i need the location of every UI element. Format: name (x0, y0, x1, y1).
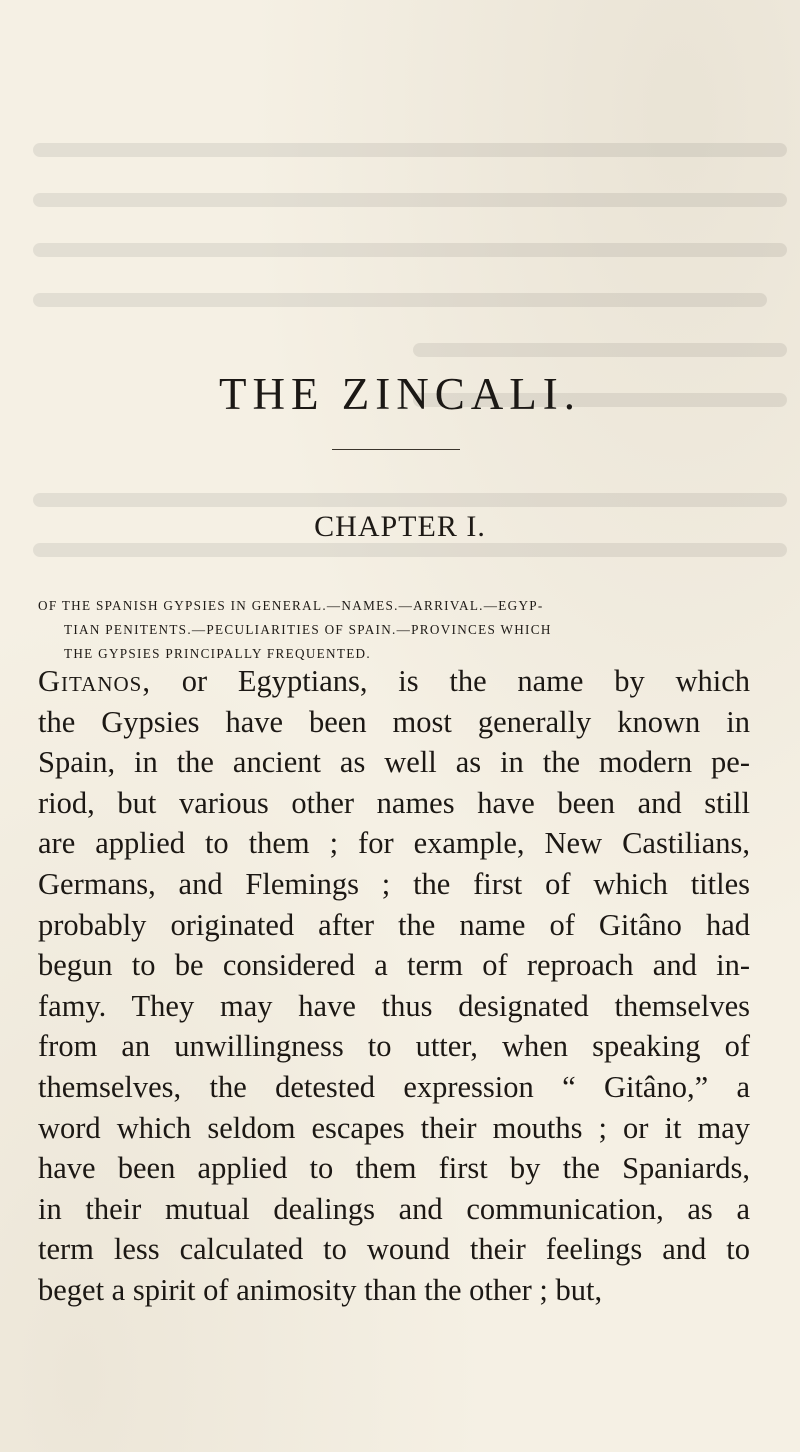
summary-line: OF THE SPANISH GYPSIES IN GENERAL.—NAMES.—ARRIVAL.—EGYP- (38, 598, 544, 613)
body-line: term less calculated to wound their feelings and to (38, 1232, 750, 1267)
body-line: are applied to them ; for example, New Castilians, (38, 826, 750, 861)
body-line: Spain, in the ancient as well as in the modern pe- (38, 745, 750, 780)
book-title: THE ZINCALI. (219, 369, 581, 419)
body-line: riod, but various other names have been and still (38, 785, 750, 820)
body-line: probably originated after the name of Gitâno had (38, 907, 750, 942)
body-line: Germans, and Flemings ; the first of which titles (38, 866, 750, 901)
body-line: beget a spirit of animosity than the other ; but, (38, 1272, 603, 1307)
body-line: the Gypsies have been most generally known in (38, 704, 750, 739)
summary-line: TIAN PENITENTS.—PECULIARITIES OF SPAIN.—PROVINCES WHICH (64, 622, 552, 637)
body-line: in their mutual dealings and communication, as a (38, 1191, 750, 1226)
chapter-body (38, 661, 750, 1311)
title-divider (332, 449, 460, 450)
first-line-rest: or Egyptians, is the name by which (150, 664, 750, 698)
body-line: word which seldom escapes their mouths ; or it may (38, 1110, 750, 1145)
summary-line: THE GYPSIES PRINCIPALLY FREQUENTED. (64, 646, 371, 661)
body-line: famy. They may have thus designated themselves (38, 988, 750, 1023)
body-line (38, 661, 750, 702)
body-line: have been applied to them first by the Spaniards, (38, 1151, 750, 1186)
first-word: Gitanos, (38, 664, 151, 698)
body-line: themselves, the detested expression “ Gitâno,” a (38, 1069, 750, 1104)
chapter-heading: CHAPTER I. (314, 510, 486, 543)
chapter-summary (38, 594, 738, 666)
body-line: from an unwillingness to utter, when speaking of (38, 1029, 750, 1064)
body-line: begun to be considered a term of reproach and in- (38, 948, 750, 983)
